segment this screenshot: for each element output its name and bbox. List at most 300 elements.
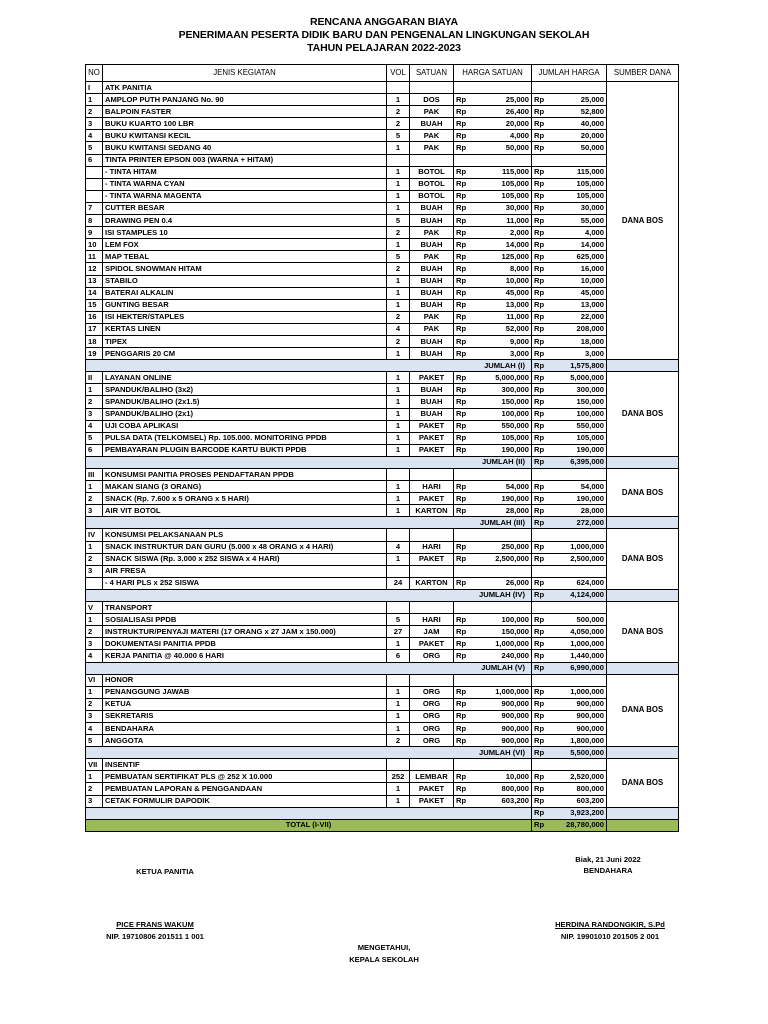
currency-label	[454, 82, 469, 94]
total-value: 28,780,000	[547, 819, 607, 831]
item-jumlah-harga: 18,000	[547, 335, 607, 347]
item-harga-satuan: 105,000	[469, 190, 532, 202]
currency-label: Rp	[532, 372, 547, 384]
section-title: LAYANAN ONLINE	[103, 372, 387, 384]
table-row	[86, 227, 679, 239]
item-vol: 2	[387, 735, 410, 747]
table-row	[86, 553, 679, 565]
item-name: DOKUMENTASI PANITIA PPDB	[103, 638, 387, 650]
item-number: 13	[86, 275, 103, 287]
item-vol	[387, 529, 410, 541]
item-harga-satuan	[469, 469, 532, 481]
item-vol: 1	[387, 710, 410, 722]
currency-label: Rp	[454, 335, 469, 347]
item-jumlah-harga: 5,000,000	[547, 372, 607, 384]
right-signatory-nip: NIP. 19901010 201505 2 001	[560, 932, 660, 941]
currency-label: Rp	[532, 626, 547, 638]
item-name: DRAWING PEN 0.4	[103, 215, 387, 227]
item-vol: 2	[387, 106, 410, 118]
item-number: 10	[86, 239, 103, 251]
table-row	[86, 481, 679, 493]
table-row	[86, 698, 679, 710]
currency-label	[454, 469, 469, 481]
item-harga-satuan: 100,000	[469, 408, 532, 420]
item-satuan: PAKET	[410, 638, 454, 650]
item-harga-satuan: 100,000	[469, 614, 532, 626]
item-name: GUNTING BESAR	[103, 299, 387, 311]
item-number: 6	[86, 154, 103, 166]
item-name: SNACK (Rp. 7.600 x 5 ORANG x 5 HARI)	[103, 493, 387, 505]
currency-label: Rp	[454, 142, 469, 154]
table-row	[86, 710, 679, 722]
item-jumlah-harga: 16,000	[547, 263, 607, 275]
currency-label: Rp	[454, 384, 469, 396]
item-satuan	[410, 469, 454, 481]
col-header-jenis-kegiatan: JENIS KEGIATAN	[103, 65, 387, 82]
item-harga-satuan: 10,000	[469, 275, 532, 287]
item-satuan: PAKET	[410, 553, 454, 565]
item-harga-satuan: 125,000	[469, 251, 532, 263]
item-name: SEKRETARIS	[103, 710, 387, 722]
section-header-row	[86, 602, 679, 614]
item-number: 4	[86, 130, 103, 142]
currency-label: Rp	[454, 118, 469, 130]
currency-label: Rp	[454, 493, 469, 505]
item-harga-satuan: 30,000	[469, 202, 532, 214]
item-satuan: ORG	[410, 710, 454, 722]
subtotal-value: 3,923,200	[547, 807, 607, 819]
currency-label: Rp	[532, 275, 547, 287]
table-row	[86, 444, 679, 456]
item-satuan	[410, 759, 454, 771]
item-number: 11	[86, 251, 103, 263]
total-label: TOTAL (I-VII)	[86, 819, 532, 831]
item-number: 1	[86, 771, 103, 783]
currency-label: Rp	[532, 614, 547, 626]
item-number: 2	[86, 493, 103, 505]
table-row	[86, 771, 679, 783]
currency-label: Rp	[454, 130, 469, 142]
currency-label: Rp	[532, 106, 547, 118]
item-vol: 1	[387, 202, 410, 214]
item-vol: 1	[387, 432, 410, 444]
item-vol	[387, 759, 410, 771]
item-satuan: PAKET	[410, 420, 454, 432]
item-vol: 1	[387, 493, 410, 505]
section-header-row	[86, 674, 679, 686]
subtotal-value: 5,500,000	[547, 747, 607, 759]
item-harga-satuan: 900,000	[469, 710, 532, 722]
currency-label: Rp	[454, 577, 469, 589]
table-row	[86, 118, 679, 130]
document-year: TAHUN PELAJARAN 2022-2023	[307, 42, 461, 54]
subtotal-label: JUMLAH (III)	[86, 517, 532, 529]
sumber-dana-cell: DANA BOS	[607, 759, 679, 807]
item-satuan: JAM	[410, 626, 454, 638]
item-harga-satuan	[469, 565, 532, 577]
currency-label: Rp	[454, 783, 469, 795]
item-jumlah-harga: 150,000	[547, 396, 607, 408]
item-number: 9	[86, 227, 103, 239]
currency-label: Rp	[454, 348, 469, 360]
item-satuan: BUAH	[410, 118, 454, 130]
item-name: AMPLOP PUTH PANJANG No. 90	[103, 94, 387, 106]
subtotal-row	[86, 456, 679, 468]
item-number	[86, 166, 103, 178]
currency-label: Rp	[454, 432, 469, 444]
item-number: 16	[86, 311, 103, 323]
item-number: 5	[86, 735, 103, 747]
item-vol: 4	[387, 541, 410, 553]
currency-label: Rp	[454, 553, 469, 565]
item-jumlah-harga: 22,000	[547, 311, 607, 323]
section-number: III	[86, 469, 103, 481]
item-satuan: PAK	[410, 227, 454, 239]
table-row	[86, 650, 679, 662]
item-satuan: ORG	[410, 722, 454, 734]
currency-label: Rp	[454, 686, 469, 698]
currency-label: Rp	[532, 505, 547, 517]
item-satuan: BUAH	[410, 384, 454, 396]
item-vol: 1	[387, 698, 410, 710]
table-row	[86, 190, 679, 202]
item-satuan: PAKET	[410, 493, 454, 505]
item-harga-satuan: 603,200	[469, 795, 532, 807]
currency-label: Rp	[454, 239, 469, 251]
currency-label: Rp	[532, 735, 547, 747]
item-vol: 6	[387, 650, 410, 662]
item-number: 3	[86, 408, 103, 420]
currency-label: Rp	[532, 263, 547, 275]
item-number: 2	[86, 626, 103, 638]
table-row	[86, 505, 679, 517]
item-vol: 1	[387, 481, 410, 493]
currency-label: Rp	[532, 420, 547, 432]
currency-label: Rp	[454, 299, 469, 311]
table-row	[86, 299, 679, 311]
subtotal-label: JUMLAH (IV)	[86, 589, 532, 601]
currency-label: Rp	[532, 577, 547, 589]
item-name: PEMBAYARAN PLUGIN BARCODE KARTU BUKTI PPDB	[103, 444, 387, 456]
item-number: 5	[86, 432, 103, 444]
item-jumlah-harga: 900,000	[547, 710, 607, 722]
subtotal-row	[86, 807, 679, 819]
item-jumlah-harga: 625,000	[547, 251, 607, 263]
item-harga-satuan: 800,000	[469, 783, 532, 795]
currency-label	[454, 565, 469, 577]
section-header-row	[86, 372, 679, 384]
item-name: PEMBUATAN LAPORAN & PENGGANDAAN	[103, 783, 387, 795]
currency-label: Rp	[532, 722, 547, 734]
table-row	[86, 215, 679, 227]
item-harga-satuan: 2,500,000	[469, 553, 532, 565]
item-name: SNACK INSTRUKTUR DAN GURU (5.000 x 48 ORANG x 4 HARI)	[103, 541, 387, 553]
currency-label: Rp	[454, 227, 469, 239]
currency-label: Rp	[454, 287, 469, 299]
item-jumlah-harga: 624,000	[547, 577, 607, 589]
item-harga-satuan: 9,000	[469, 335, 532, 347]
item-satuan: PAK	[410, 323, 454, 335]
item-satuan: LEMBAR	[410, 771, 454, 783]
item-satuan: PAKET	[410, 372, 454, 384]
currency-label: Rp	[532, 493, 547, 505]
subtotal-spacer	[607, 589, 679, 601]
item-vol: 1	[387, 505, 410, 517]
item-jumlah-harga: 28,000	[547, 505, 607, 517]
subtotal-label: JUMLAH (VI)	[86, 747, 532, 759]
item-harga-satuan: 105,000	[469, 178, 532, 190]
section-title: INSENTIF	[103, 759, 387, 771]
item-satuan	[410, 674, 454, 686]
item-harga-satuan: 8,000	[469, 263, 532, 275]
item-harga-satuan: 300,000	[469, 384, 532, 396]
section-number: VII	[86, 759, 103, 771]
item-vol: 2	[387, 263, 410, 275]
section-title: TRANSPORT	[103, 602, 387, 614]
table-row	[86, 638, 679, 650]
item-name: BUKU KWITANSI KECIL	[103, 130, 387, 142]
item-number: 7	[86, 202, 103, 214]
currency-label: Rp	[454, 396, 469, 408]
currency-label: Rp	[532, 650, 547, 662]
currency-label: Rp	[532, 662, 547, 674]
currency-label: Rp	[454, 771, 469, 783]
currency-label: Rp	[532, 202, 547, 214]
table-row	[86, 263, 679, 275]
item-number	[86, 178, 103, 190]
item-name: PULSA DATA (TELKOMSEL) Rp. 105.000. MONITORING PPDB	[103, 432, 387, 444]
total-spacer	[607, 819, 679, 831]
item-harga-satuan: 26,400	[469, 106, 532, 118]
headmaster-role: KEPALA SEKOLAH	[349, 955, 419, 964]
item-jumlah-harga: 603,200	[547, 795, 607, 807]
item-vol: 1	[387, 638, 410, 650]
currency-label	[532, 759, 547, 771]
currency-label: Rp	[532, 299, 547, 311]
subtotal-label	[86, 807, 532, 819]
table-row	[86, 323, 679, 335]
item-satuan: PAK	[410, 311, 454, 323]
col-header-sumber-dana: SUMBER DANA	[607, 65, 679, 82]
item-jumlah-harga: 10,000	[547, 275, 607, 287]
currency-label: Rp	[532, 819, 547, 831]
currency-label: Rp	[454, 638, 469, 650]
currency-label: Rp	[532, 166, 547, 178]
item-harga-satuan: 28,000	[469, 505, 532, 517]
item-jumlah-harga: 500,000	[547, 614, 607, 626]
item-vol: 1	[387, 166, 410, 178]
item-name: STABILO	[103, 275, 387, 287]
subtotal-spacer	[607, 747, 679, 759]
item-jumlah-harga	[547, 674, 607, 686]
table-row	[86, 384, 679, 396]
item-jumlah-harga: 190,000	[547, 444, 607, 456]
currency-label: Rp	[532, 456, 547, 468]
table-row	[86, 154, 679, 166]
item-harga-satuan: 11,000	[469, 215, 532, 227]
item-harga-satuan: 190,000	[469, 493, 532, 505]
item-number: 2	[86, 396, 103, 408]
item-number: 1	[86, 481, 103, 493]
currency-label	[532, 674, 547, 686]
currency-label: Rp	[532, 287, 547, 299]
item-vol: 1	[387, 94, 410, 106]
item-number: 3	[86, 638, 103, 650]
currency-label	[454, 759, 469, 771]
item-name: ISI STAMPLES 10	[103, 227, 387, 239]
item-harga-satuan: 4,000	[469, 130, 532, 142]
item-number: 17	[86, 323, 103, 335]
section-number: II	[86, 372, 103, 384]
item-jumlah-harga: 208,000	[547, 323, 607, 335]
item-vol	[387, 565, 410, 577]
item-name: - 4 HARI PLS x 252 SISWA	[103, 577, 387, 589]
item-jumlah-harga: 4,000	[547, 227, 607, 239]
table-row	[86, 577, 679, 589]
table-row	[86, 275, 679, 287]
item-number: 1	[86, 541, 103, 553]
table-row	[86, 239, 679, 251]
item-jumlah-harga	[547, 529, 607, 541]
table-row	[86, 396, 679, 408]
item-vol	[387, 674, 410, 686]
item-number: 2	[86, 106, 103, 118]
item-satuan: BUAH	[410, 202, 454, 214]
item-jumlah-harga: 54,000	[547, 481, 607, 493]
item-harga-satuan	[469, 154, 532, 166]
item-jumlah-harga: 25,000	[547, 94, 607, 106]
item-satuan: HARI	[410, 541, 454, 553]
item-vol: 1	[387, 190, 410, 202]
item-satuan: PAK	[410, 251, 454, 263]
subtotal-spacer	[607, 662, 679, 674]
currency-label: Rp	[454, 505, 469, 517]
item-jumlah-harga: 1,000,000	[547, 638, 607, 650]
currency-label	[532, 565, 547, 577]
item-jumlah-harga: 105,000	[547, 190, 607, 202]
item-harga-satuan: 150,000	[469, 396, 532, 408]
item-number: 1	[86, 614, 103, 626]
item-number	[86, 577, 103, 589]
item-harga-satuan: 550,000	[469, 420, 532, 432]
item-number: 3	[86, 118, 103, 130]
section-title: KONSUMSI PANITIA PROSES PENDAFTARAN PPDB	[103, 469, 387, 481]
item-vol: 1	[387, 275, 410, 287]
item-vol: 4	[387, 323, 410, 335]
item-name: SPANDUK/BALIHO (2x1)	[103, 408, 387, 420]
table-row	[86, 166, 679, 178]
currency-label: Rp	[532, 444, 547, 456]
item-jumlah-harga	[547, 82, 607, 94]
table-row	[86, 614, 679, 626]
item-harga-satuan: 10,000	[469, 771, 532, 783]
document-title: RENCANA ANGGARAN BIAYA	[310, 16, 458, 28]
subtotal-label: JUMLAH (II)	[86, 456, 532, 468]
table-header-row	[86, 65, 679, 82]
currency-label: Rp	[532, 215, 547, 227]
col-header-jumlah-harga: JUMLAH HARGA	[532, 65, 607, 82]
table-row	[86, 541, 679, 553]
item-harga-satuan: 1,000,000	[469, 638, 532, 650]
item-name: - TINTA WARNA MAGENTA	[103, 190, 387, 202]
table-row	[86, 408, 679, 420]
item-harga-satuan: 26,000	[469, 577, 532, 589]
item-satuan: BUAH	[410, 299, 454, 311]
currency-label: Rp	[532, 589, 547, 601]
item-harga-satuan: 900,000	[469, 735, 532, 747]
item-number: 3	[86, 565, 103, 577]
item-vol: 27	[387, 626, 410, 638]
item-harga-satuan: 150,000	[469, 626, 532, 638]
section-number: V	[86, 602, 103, 614]
section-title: ATK PANITIA	[103, 82, 387, 94]
currency-label: Rp	[454, 420, 469, 432]
currency-label: Rp	[454, 263, 469, 275]
document-subtitle: PENERIMAAN PESERTA DIDIK BARU DAN PENGENALAN LINGKUNGAN SEKOLAH	[178, 29, 590, 41]
currency-label: Rp	[532, 384, 547, 396]
item-harga-satuan: 5,000,000	[469, 372, 532, 384]
item-name: PEMBUATAN SERTIFIKAT PLS @ 252 X 10.000	[103, 771, 387, 783]
item-jumlah-harga: 1,000,000	[547, 686, 607, 698]
item-satuan: BUAH	[410, 408, 454, 420]
currency-label	[532, 469, 547, 481]
currency-label: Rp	[532, 239, 547, 251]
sumber-dana-cell: DANA BOS	[607, 372, 679, 457]
item-name: BENDAHARA	[103, 722, 387, 734]
item-name: LEM FOX	[103, 239, 387, 251]
item-jumlah-harga: 50,000	[547, 142, 607, 154]
item-harga-satuan: 115,000	[469, 166, 532, 178]
currency-label: Rp	[454, 202, 469, 214]
item-satuan: BOTOL	[410, 190, 454, 202]
item-harga-satuan	[469, 529, 532, 541]
item-satuan	[410, 154, 454, 166]
currency-label: Rp	[532, 408, 547, 420]
currency-label: Rp	[532, 227, 547, 239]
item-number: 4	[86, 420, 103, 432]
currency-label: Rp	[454, 178, 469, 190]
item-harga-satuan: 900,000	[469, 698, 532, 710]
item-vol: 5	[387, 215, 410, 227]
item-vol: 1	[387, 553, 410, 565]
table-row	[86, 287, 679, 299]
currency-label: Rp	[532, 553, 547, 565]
item-number: 19	[86, 348, 103, 360]
item-harga-satuan: 50,000	[469, 142, 532, 154]
item-harga-satuan: 54,000	[469, 481, 532, 493]
item-jumlah-harga: 105,000	[547, 178, 607, 190]
item-jumlah-harga: 2,520,000	[547, 771, 607, 783]
table-row	[86, 311, 679, 323]
item-number: 3	[86, 710, 103, 722]
currency-label: Rp	[454, 626, 469, 638]
section-number: VI	[86, 674, 103, 686]
item-satuan	[410, 529, 454, 541]
currency-label: Rp	[454, 275, 469, 287]
item-satuan: HARI	[410, 614, 454, 626]
subtotal-value: 272,000	[547, 517, 607, 529]
item-name: KETUA	[103, 698, 387, 710]
item-satuan	[410, 565, 454, 577]
currency-label: Rp	[532, 348, 547, 360]
item-harga-satuan: 45,000	[469, 287, 532, 299]
item-vol: 252	[387, 771, 410, 783]
item-vol: 2	[387, 118, 410, 130]
currency-label: Rp	[454, 795, 469, 807]
item-vol: 1	[387, 239, 410, 251]
item-vol: 1	[387, 722, 410, 734]
currency-label: Rp	[532, 783, 547, 795]
